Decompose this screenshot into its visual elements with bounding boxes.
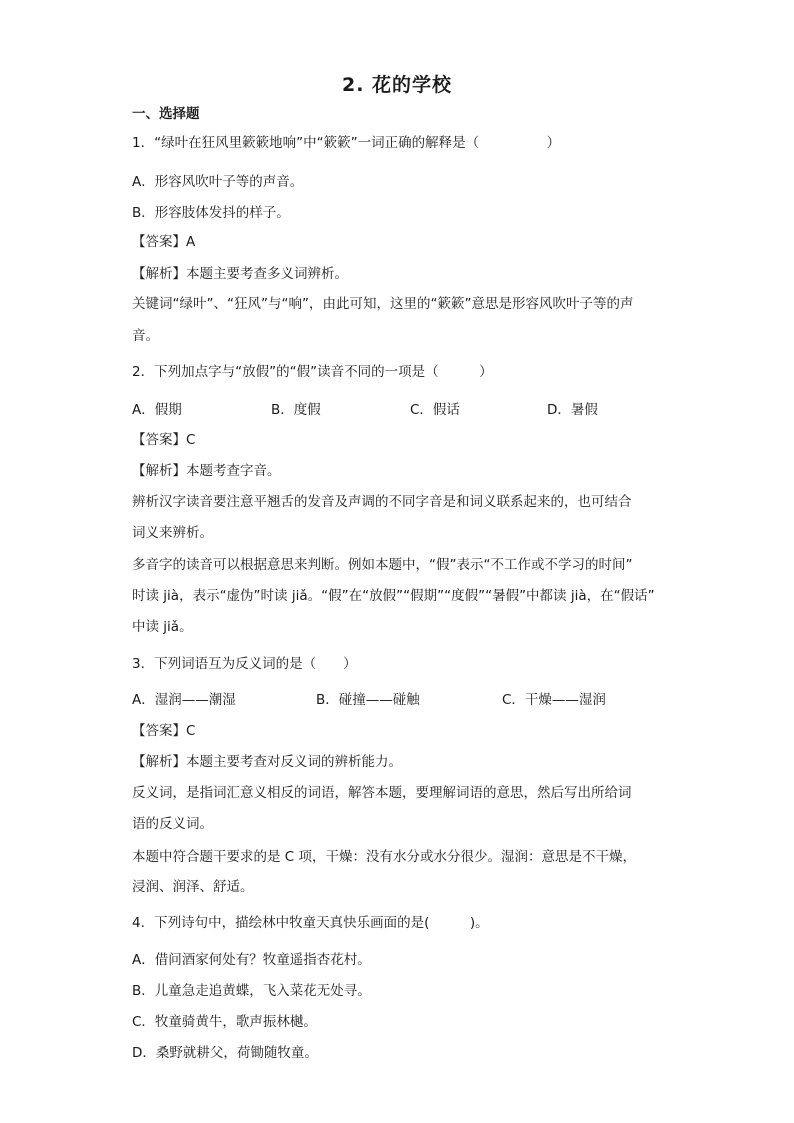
question-1-explanation-line-2: 音。 xyxy=(132,328,159,344)
question-1-option-b: B．形容肢体发抖的样子。 xyxy=(132,205,290,221)
question-4-option-c: C．牧童骑黄牛，歌声振林樾。 xyxy=(132,1014,317,1030)
question-1-text: 1．“绿叶在狂风里簌簌地响”中“簌簌”一词正确的解释是（ ） xyxy=(132,135,561,151)
question-1-answer: 【答案】A xyxy=(132,234,196,250)
question-2-answer: 【答案】C xyxy=(132,432,196,448)
question-2-option-c: C．假话 xyxy=(410,402,460,418)
question-3-option-b: B．碰撞——碰触 xyxy=(316,692,420,708)
question-3-explanation-line-2: 语的反义词。 xyxy=(132,816,213,832)
question-4-option-a: A．借问酒家何处有？牧童遥指杏花村。 xyxy=(132,952,371,968)
question-3-explanation-line-4: 浸润、润泽、舒适。 xyxy=(132,879,254,895)
question-4-option-b: B．儿童急走追黄蝶，飞入菜花无处寻。 xyxy=(132,983,371,999)
question-2-explanation-line-2: 词义来辨析。 xyxy=(132,525,213,541)
question-2-option-b: B．度假 xyxy=(271,402,321,418)
question-2-explanation-line-5: 中读 jiǎ。 xyxy=(132,619,193,635)
question-4-text: 4．下列诗句中，描绘林中牧童天真快乐画面的是( )。 xyxy=(132,915,489,931)
page-title: 2. 花的学校 xyxy=(341,74,453,96)
question-3-option-c: C．干燥——湿润 xyxy=(502,692,606,708)
question-2-explanation-line-3: 多音字的读音可以根据意思来判断。例如本题中，“假”表示“不工作或不学习的时间” xyxy=(132,557,633,573)
question-2-option-a: A．假期 xyxy=(132,402,182,418)
question-2-text: 2．下列加点字与“放假”的“假”读音不同的一项是（ ） xyxy=(132,364,493,380)
question-3-analysis: 【解析】本题主要考查对反义词的辨析能力。 xyxy=(132,754,402,770)
question-3-answer: 【答案】C xyxy=(132,723,196,739)
question-3-text: 3．下列词语互为反义词的是（ ） xyxy=(132,656,357,672)
question-2-explanation-line-1: 辨析汉字读音要注意平翘舌的发音及声调的不同字音是和词义联系起来的，也可结合 xyxy=(132,494,632,510)
question-1-option-a: A．形容风吹叶子等的声音。 xyxy=(132,174,304,190)
question-1-explanation-line-1: 关键词“绿叶”、“狂风”与“响”，由此可知，这里的“簌簌”意思是形容风吹叶子等的声 xyxy=(132,296,634,312)
question-3-option-a: A．湿润——潮湿 xyxy=(132,692,236,708)
question-3-explanation-line-3: 本题中符合题干要求的是 C 项，干燥：没有水分或水分很少。湿润：意思是不干燥， xyxy=(132,849,637,865)
question-1-analysis: 【解析】本题主要考查多义词辨析。 xyxy=(132,266,348,282)
question-4-option-d: D．桑野就耕父，荷锄随牧童。 xyxy=(132,1045,318,1061)
question-3-explanation-line-1: 反义词，是指词汇意义相反的词语，解答本题，要理解词语的意思，然后写出所给词 xyxy=(132,785,632,801)
question-2-explanation-line-4: 时读 jià，表示“虚伪”时读 jiǎ。“假”在“放假”“假期”“度假”“暑假”中都读 jià，在“假话” xyxy=(132,588,655,604)
question-2-option-d: D．暑假 xyxy=(547,402,598,418)
question-2-analysis: 【解析】本题考查字音。 xyxy=(132,463,281,479)
section-heading: 一、选择题 xyxy=(132,106,200,122)
